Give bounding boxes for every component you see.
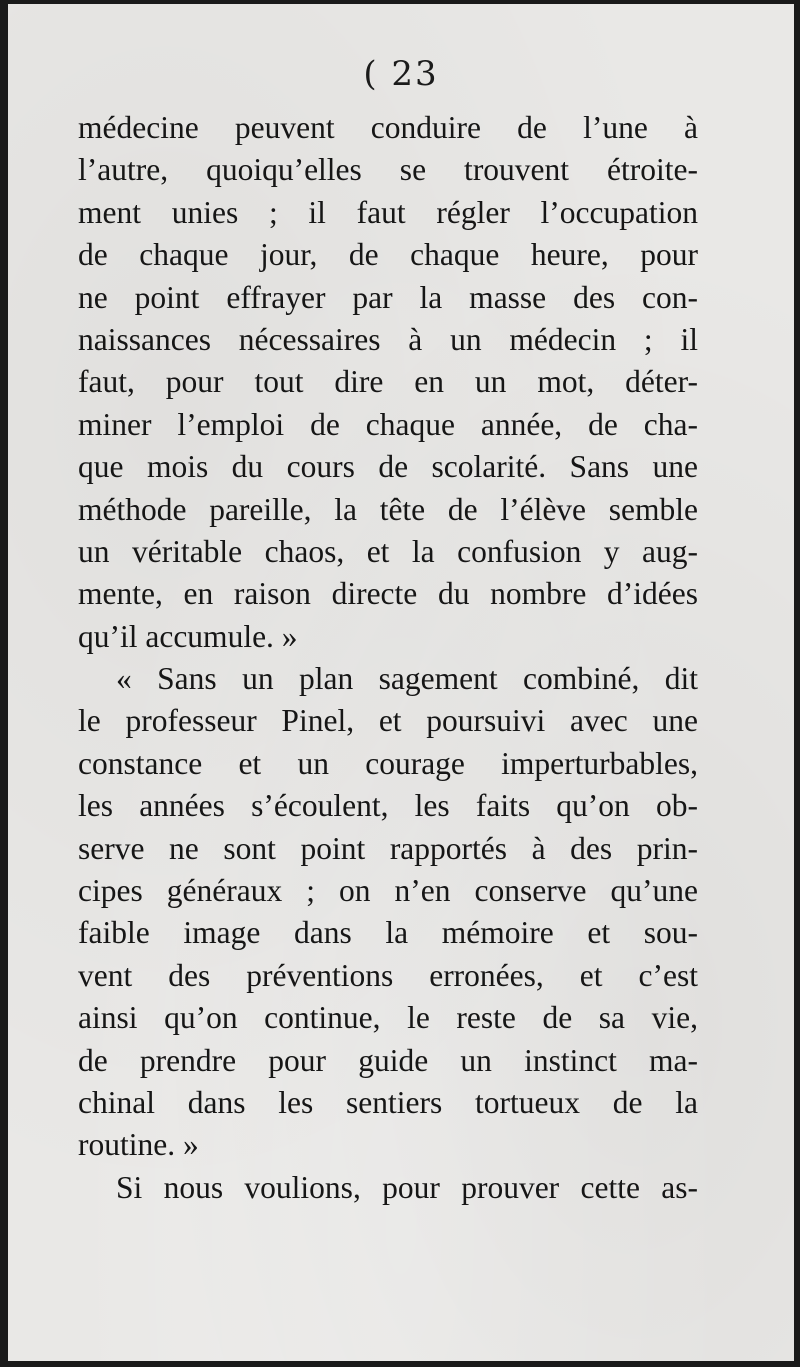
text-line: « Sans un plan sagement combiné, dit — [116, 661, 698, 697]
text-line: miner l’emploi de chaque année, de cha- — [78, 406, 698, 442]
text-line: chinal dans les sentiers tortueux de la — [78, 1084, 698, 1120]
text-line: routine. » — [78, 1127, 199, 1163]
text-line: un véritable chaos, et la confusion y aug- — [78, 533, 698, 569]
text-line: faut, pour tout dire en un mot, déter- — [78, 364, 698, 400]
text-line: méthode pareille, la tête de l’élève semble — [78, 491, 698, 527]
book-page — [8, 4, 794, 1361]
page-number: ( 23 — [363, 54, 439, 94]
text-line: ainsi qu’on continue, le reste de sa vie, — [78, 1000, 698, 1036]
text-line: naissances nécessaires à un médecin ; il — [78, 321, 698, 357]
text-line: constance et un courage imperturbables, — [78, 745, 698, 781]
text-line: cipes généraux ; on n’en conserve qu’une — [78, 873, 698, 909]
text-line: vent des préventions erronées, et c’est — [78, 957, 698, 993]
text-line: de prendre pour guide un instinct ma- — [78, 1042, 698, 1078]
body-text — [78, 107, 698, 1209]
text-line: que mois du cours de scolarité. Sans une — [78, 449, 698, 485]
text-line: mente, en raison directe du nombre d’idées — [78, 576, 698, 612]
text-line: serve ne sont point rapportés à des prin- — [78, 830, 698, 866]
text-line: qu’il accumule. » — [78, 618, 298, 654]
text-line: ment unies ; il faut régler l’occupation — [78, 194, 698, 230]
text-line: médecine peuvent conduire de l’une à — [78, 110, 698, 145]
text-line: de chaque jour, de chaque heure, pour — [78, 237, 698, 273]
text-line: l’autre, quoiqu’elles se trouvent étroite- — [78, 152, 698, 188]
text-line: Si nous voulions, pour prouver cette as- — [116, 1169, 698, 1205]
text-line: faible image dans la mémoire et sou- — [78, 915, 698, 951]
text-line: le professeur Pinel, et poursuivi avec une — [78, 703, 698, 739]
text-line: ne point effrayer par la masse des con- — [78, 279, 698, 315]
text-line: les années s’écoulent, les faits qu’on ob- — [78, 788, 698, 824]
